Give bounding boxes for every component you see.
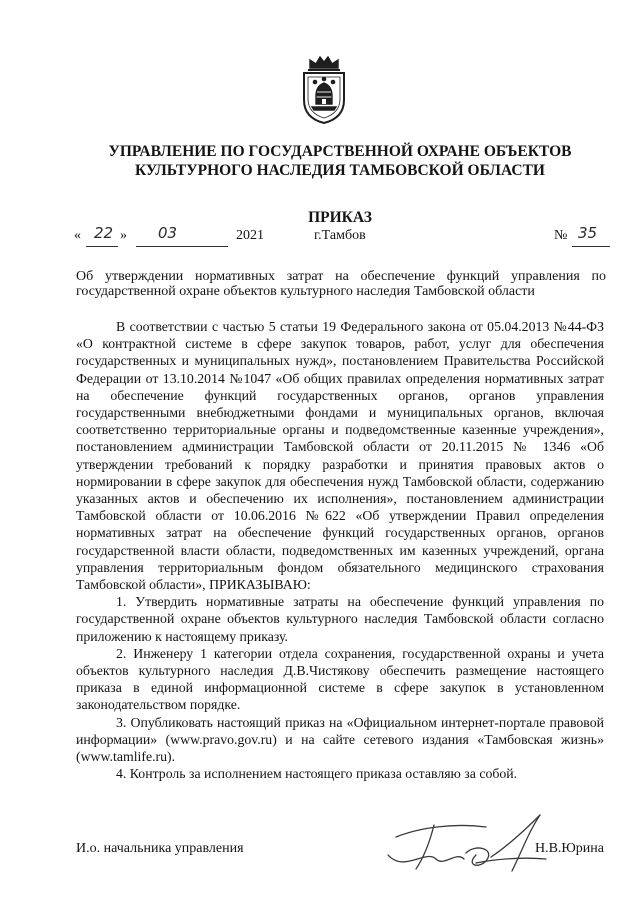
date-quote-open: «: [74, 228, 81, 243]
order-item-4: 4. Контроль за исполнением настоящего приказа оставляю за собой.: [116, 766, 518, 782]
signatory-position: И.о. начальника управления: [76, 841, 244, 856]
document-body: [76, 318, 604, 782]
date-quote-close: »: [120, 228, 127, 243]
document-number-sign: №: [554, 228, 568, 243]
organization-name-line-1: УПРАВЛЕНИЕ ПО ГОСУДАРСТВЕННОЙ ОХРАНЕ ОБЪЕКТОВ: [108, 143, 572, 160]
date-year: 2021: [236, 228, 264, 243]
document-subject: Об утверждении нормативных затрат на обеспечение функций управления по государственной охране объектов культурного наследия Тамбовской области: [76, 269, 606, 299]
organization-name-line-2: КУЛЬТУРНОГО НАСЛЕДИЯ ТАМБОВСКОЙ ОБЛАСТИ: [135, 162, 545, 179]
date-number-line: [72, 222, 612, 252]
date-day: 22: [94, 224, 114, 242]
document-type-title: ПРИКАЗ: [308, 209, 372, 226]
date-month: 03: [158, 224, 178, 242]
signatory-name: Н.В.Юрина: [534, 841, 604, 856]
signature-block: [76, 841, 604, 871]
document-number-underline: [572, 246, 610, 247]
document-number: 35: [578, 224, 598, 242]
date-day-underline: [86, 246, 118, 247]
preamble-paragraph: В соответствии с частью 5 статьи 19 Федерального закона от 05.04.2013 №44-ФЗ «О контрактной системе в сфере закупок товаров, работ, услуг для обеспечения государственных и муниципальных нужд», постановлением Правительства Российской Федерации от 13.10.2014 №1047 «Об общих правилах определения нормативных затрат на обеспечение функций государственных органов, органов управления государственными внебюджетными фондами и муниципальных органов, включая соответственно территориальные органы и подведомственные казенные учреждения», постановлением администрации Тамбовской области от 20.11.2015 № 1346 «Об утверждении требований к порядку разработки и принятия правовых актов о нормировании в сфере закупок для обеспечения нужд Тамбовской области, содержанию указанных актов и обеспечению их исполнения», постановлением администрации Тамбовской области от 10.06.2016 №622 «Об утверждении Правил определения нормативных затрат на обеспечение функций государственных органов, органов государственной власти области, подведомственных им казенных учреждений, органа управления территориальным фондом обязательного медицинского страхования Тамбовской области», ПРИКАЗЫВАЮ:: [76, 319, 604, 593]
coat-of-arms-emblem: [296, 52, 352, 126]
order-item-3: 3. Опубликовать настоящий приказ на «Официальном интернет-портале правовой информации» (www.pravo.gov.ru) и на сайте сетевого издания «Тамбовская жизнь» (www.tamlife.ru).: [76, 714, 604, 765]
order-item-1: 1. Утвердить нормативные затраты на обеспечение функций управления по государственной охране объектов культурного наследия Тамбовской области согласно приложению к настоящему приказу.: [76, 594, 604, 644]
date-month-underline: [136, 246, 228, 247]
document-city: г.Тамбов: [314, 228, 366, 243]
order-item-2: 2. Инженеру 1 категории отдела сохранения, государственной охраны и учета объектов культурного наследия Д.В.Чистякову обеспечить размещение настоящего приказа в единой информационной системе в сфере закупок в установленном законодательством порядке.: [76, 645, 604, 713]
